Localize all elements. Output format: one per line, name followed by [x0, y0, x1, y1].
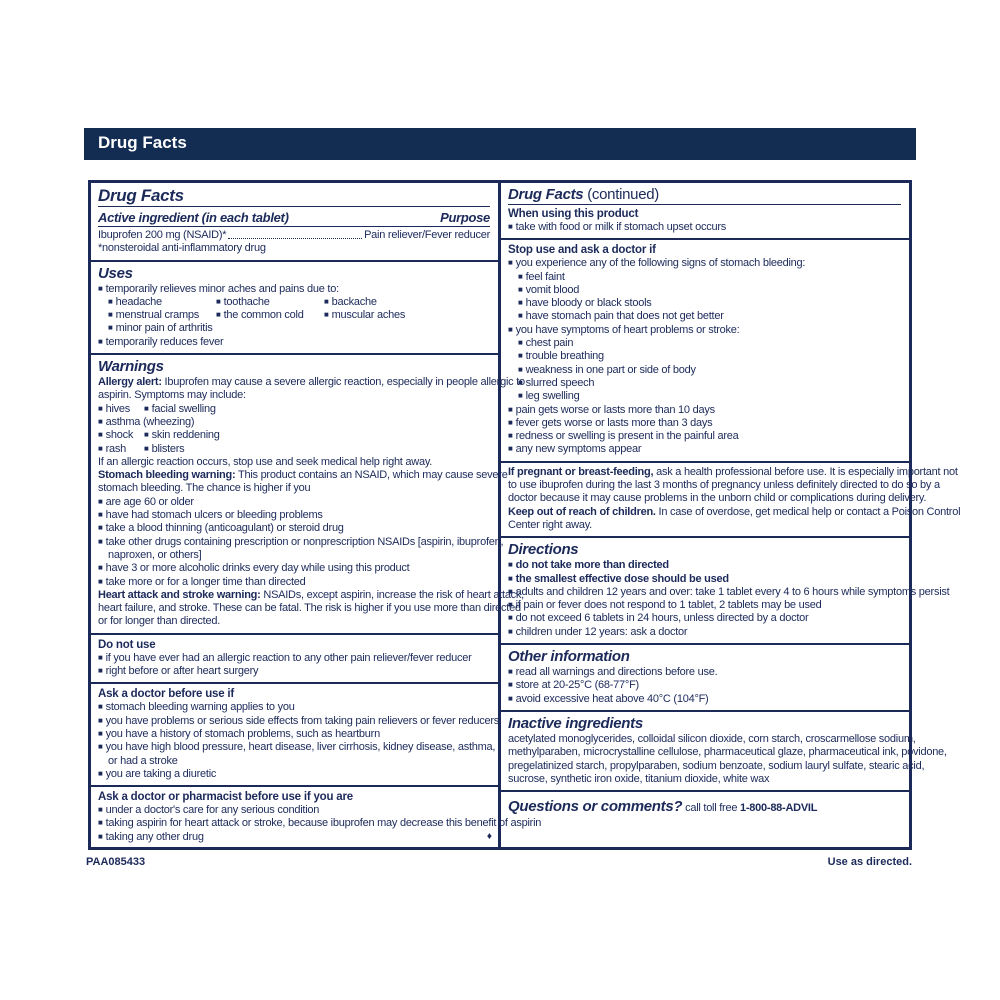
when-using-section [501, 183, 909, 240]
ingredient-purpose: Pain reliever/Fever reducer [364, 229, 490, 241]
ingredient-row [98, 229, 490, 242]
symptom-item: ■ skin reddening [144, 429, 220, 442]
directions-item: ■ do not exceed 6 tablets in 24 hours, unless directed by a doctor [508, 612, 901, 625]
stop-use-item: ■ you have symptoms of heart problems or stroke: [508, 324, 901, 337]
use-item: ■ toothache [216, 296, 324, 309]
stomach-label: Stomach bleeding warning: [98, 469, 236, 482]
questions-line [508, 798, 901, 817]
allergy-alert [98, 376, 525, 389]
banner-title: Drug Facts [98, 133, 187, 152]
ask-pharmacist-title: Ask a doctor or pharmacist before use if you are [98, 791, 353, 804]
other-info-title: Other information [508, 648, 630, 666]
ask-pharmacist-section [91, 787, 542, 848]
stop-use-section [501, 240, 909, 462]
allergy-stop: If an allergic reaction occurs, stop use and seek medical help right away. [98, 455, 433, 468]
reach-text-2: Center right away. [508, 518, 592, 531]
reach-text: In case of overdose, get medical help or contact a Poison Control [655, 505, 961, 518]
directions-item: ■ adults and children 12 years and over: take 1 tablet every 4 to 6 hours while symptoms persist [508, 586, 901, 599]
use-item: ■ backache [324, 296, 377, 309]
product-code: PAA085433 [86, 856, 146, 868]
pregnancy-label: If pregnant or breast-feeding, [508, 465, 654, 478]
stop-use-item: ■ have stomach pain that does not get better [508, 310, 901, 323]
ask-doctor-item: ■ you have problems or serious side effects from taking pain relievers or fever reducers [98, 715, 490, 728]
active-ingredient-section [91, 183, 498, 262]
inactive-ingredients-section [501, 712, 947, 792]
continued-label: (continued) [583, 186, 659, 203]
when-using-item: ■ take with food or milk if stomach upset occurs [508, 221, 901, 234]
ask-doctor-title: Ask a doctor before use if [98, 688, 235, 701]
pregnancy-text: ask a health professional before use. It is especially important not [653, 465, 958, 478]
drug-facts-panel [88, 180, 961, 850]
ask-doctor-item: ■ you have high blood pressure, heart disease, liver cirrhosis, kidney disease, asthma, [98, 741, 490, 754]
stomach-item: ■ take a blood thinning (anticoagulant) or steroid drug [98, 522, 490, 535]
stop-use-item: ■ have bloody or black stools [508, 297, 901, 310]
symptom-item: ■ rash [98, 443, 144, 456]
do-not-use-item: ■ right before or after heart surgery [98, 665, 490, 678]
stomach-item: ■ are age 60 or older [98, 496, 490, 509]
allergy-text-2: aspirin. Symptoms may include: [98, 389, 246, 402]
directions-item: ■ children under 12 years: ask a doctor [508, 626, 901, 639]
stop-use-item: ■ feel faint [508, 271, 901, 284]
use-item: ■ the common cold [216, 309, 324, 322]
drug-facts-title: Drug Facts [98, 186, 490, 207]
stop-use-item: ■ fever gets worse or lasts more than 3 days [508, 417, 901, 430]
questions-title: Questions or comments? [508, 798, 683, 816]
ask-pharmacist-item: ■ under a doctor's care for any serious condition [98, 804, 490, 817]
symptom-item: ■ hives [98, 403, 144, 416]
warnings-section [91, 355, 525, 635]
stomach-text-2: stomach bleeding. The chance is higher if you [98, 482, 311, 495]
uses-intro: ■ temporarily relieves minor aches and pains due to: [98, 283, 490, 296]
pregnancy-warning [508, 465, 958, 479]
stop-use-item: ■ chest pain [508, 337, 901, 350]
stop-use-title: Stop use and ask a doctor if [508, 244, 656, 257]
use-as-directed-note: Use as directed. [827, 856, 912, 868]
directions-bold-item: ■ the smallest effective dose should be used [508, 573, 901, 586]
symptom-item: ■ asthma (wheezing) [98, 416, 490, 429]
stomach-warning [98, 469, 508, 482]
inactive-line: acetylated monoglycerides, colloidal silicon dioxide, corn starch, croscarmellose sodium, [508, 732, 916, 745]
stomach-item: ■ have 3 or more alcoholic drinks every day while using this product [98, 562, 490, 575]
purpose-header: Purpose [440, 210, 490, 225]
ask-doctor-item-cont: or had a stroke [108, 754, 178, 767]
do-not-use-section [91, 635, 498, 685]
heart-warning [98, 588, 524, 602]
directions-section [501, 538, 950, 645]
use-item: ■ minor pain of arthritis [98, 322, 490, 335]
heart-text-3: or for longer than directed. [98, 615, 221, 628]
stop-use-item: ■ you experience any of the following signs of stomach bleeding: [508, 257, 901, 270]
heart-label: Heart attack and stroke warning: [98, 588, 261, 601]
symptom-row [98, 403, 490, 416]
heart-text: NSAIDs, except aspirin, increase the risk of heart attack, [260, 588, 524, 601]
stop-use-item: ■ any new symptoms appear [508, 443, 901, 456]
uses-title: Uses [98, 264, 133, 282]
pregnancy-section [501, 463, 961, 538]
ask-pharmacist-item: ■ taking any other drug [98, 831, 490, 844]
phone-number: 1-800-88-ADVIL [740, 802, 818, 815]
stop-use-item: ■ redness or swelling is present in the painful area [508, 430, 901, 443]
directions-bold-item: ■ do not take more than directed [508, 559, 901, 572]
right-column [501, 183, 961, 847]
drug-facts-continued-title [508, 186, 901, 205]
symptom-item: ■ shock [98, 429, 144, 442]
stop-use-item: ■ weakness in one part or side of body [508, 364, 901, 377]
questions-section [501, 792, 909, 821]
stomach-item: ■ take other drugs containing prescription or nonprescription NSAIDs [aspirin, ibuprofen, [98, 536, 490, 549]
other-info-item: ■ read all warnings and directions before use. [508, 666, 901, 679]
nsaid-note: *nonsteroidal anti-inflammatory drug [98, 242, 266, 255]
allergy-text: Ibuprofen may cause a severe allergic reaction, especially in people allergic to [161, 376, 525, 389]
inactive-line: sucrose, synthetic iron oxide, titanium dioxide, white wax [508, 772, 770, 785]
stop-use-item: ■ trouble breathing [508, 350, 901, 363]
stop-use-item: ■ pain gets worse or lasts more than 10 days [508, 404, 901, 417]
inactive-ingredients-title: Inactive ingredients [508, 714, 643, 732]
inactive-line: methylparaben, microcrystalline cellulose, pharmaceutical glaze, pharmaceutical ink, povidone, [508, 746, 947, 759]
stop-use-item: ■ leg swelling [508, 390, 901, 403]
active-purpose-header [98, 209, 490, 227]
when-using-title: When using this product [508, 208, 639, 220]
use-item: ■ muscular aches [324, 309, 405, 322]
do-not-use-title: Do not use [98, 638, 156, 651]
inactive-line: pregelatinized starch, propylparaben, sodium benzoate, sodium lauryl sulfate, stearic acid, [508, 759, 925, 772]
uses-row [98, 296, 490, 309]
stomach-item: ■ take more or for a longer time than directed [98, 576, 490, 589]
ask-doctor-item: ■ stomach bleeding warning applies to you [98, 701, 490, 714]
uses-section [91, 262, 498, 355]
stop-use-item: ■ vomit blood [508, 284, 901, 297]
left-column [91, 183, 542, 847]
reach-label: Keep out of reach of children. [508, 505, 656, 518]
other-info-section [501, 645, 909, 712]
use-item: ■ menstrual cramps [108, 309, 216, 322]
other-info-item: ■ store at 20-25°C (68-77°F) [508, 679, 901, 692]
symptom-item: ■ facial swelling [144, 403, 216, 416]
pregnancy-text-2: to use ibuprofen during the last 3 months of pregnancy unless definitely directed to do so by a [508, 479, 940, 492]
uses-fever: ■ temporarily reduces fever [98, 336, 490, 349]
allergy-label: Allergy alert: [98, 376, 162, 389]
continue-arrow-icon: ♦ [486, 830, 492, 842]
drug-facts-banner [84, 128, 916, 160]
stomach-item: ■ have had stomach ulcers or bleeding problems [98, 509, 490, 522]
symptom-row [98, 429, 490, 442]
symptom-row [98, 443, 490, 456]
pregnancy-text-3: doctor because it may cause problems in the unborn child or complications during delivery. [508, 492, 927, 505]
warnings-title: Warnings [98, 358, 164, 376]
use-item: ■ headache [108, 296, 216, 309]
heart-text-2: heart failure, and stroke. These can be fatal. The risk is higher if you use more than directed [98, 602, 521, 615]
stop-use-item: ■ slurred speech [508, 377, 901, 390]
stomach-item-cont: naproxen, or others] [108, 548, 202, 561]
directions-item: ■ if pain or fever does not respond to 1 tablet, 2 tablets may be used [508, 599, 901, 612]
directions-title: Directions [508, 541, 579, 559]
questions-text: call toll free [682, 802, 741, 815]
ask-doctor-item: ■ you have a history of stomach problems, such as heartburn [98, 728, 490, 741]
symptom-item: ■ blisters [144, 443, 184, 456]
uses-row [98, 309, 490, 322]
active-ingredient-header: Active ingredient (in each tablet) [98, 210, 289, 225]
ask-doctor-section [91, 684, 498, 787]
ask-pharmacist-item: ■ taking aspirin for heart attack or stroke, because ibuprofen may decrease this benefit of aspirin [98, 817, 490, 830]
stomach-text: This product contains an NSAID, which may cause severe [235, 469, 508, 482]
ask-doctor-item: ■ you are taking a diuretic [98, 768, 490, 781]
do-not-use-item: ■ if you have ever had an allergic reaction to any other pain reliever/fever reducer [98, 652, 490, 665]
other-info-item: ■ avoid excessive heat above 40°C (104°F) [508, 693, 901, 706]
reach-warning [508, 505, 961, 519]
leader-dots [228, 229, 362, 239]
continued-title: Drug Facts [508, 186, 584, 203]
ingredient-name: Ibuprofen 200 mg (NSAID)* [98, 229, 227, 241]
